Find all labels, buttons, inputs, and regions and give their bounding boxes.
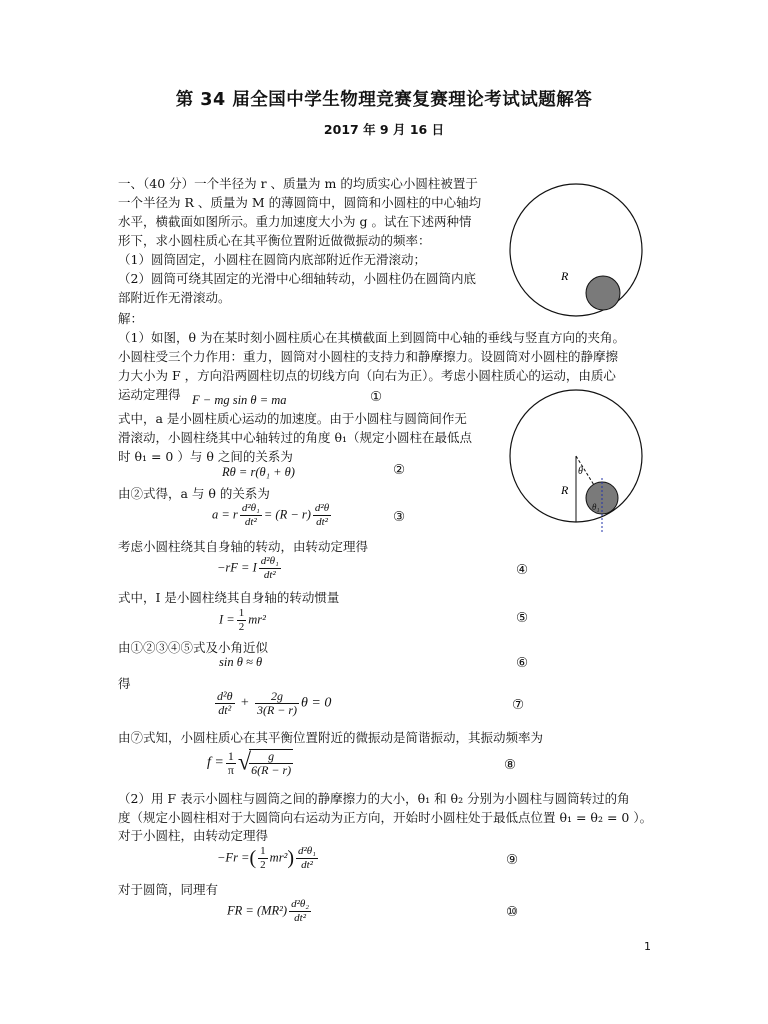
small-cylinder [586,276,620,310]
equation-7: $\frac{\text{d²θ}}{\text{dt²}}$ + $\frac{2g}{3(R - r)}$ θ = 0 [217,689,332,717]
equation-3: a = r $\frac{\text{d²θ₁}}{\text{dt²}}$ = (R − r) $\frac{\text{d²θ}}{\text{dt²}}$ [212,502,330,528]
tube-circle [510,184,642,316]
solution-line-1: （1）如图，θ 为在某时刻小圆柱质心在其横截面上到圆筒中心轴的垂线与竖直方向的夹角。 [118,330,625,345]
solution-line-4: 运动定理得 [118,387,181,402]
problem-line-4: 形下，求小圆柱质心在其平衡位置附近做微振动的频率： [118,233,431,248]
page-number: 1 [644,940,651,953]
solution-line-6: 滑滚动，小圆柱绕其中心轴转过的角度 θ₁（规定小圆柱在最低点 [118,430,473,445]
equation-10: FR = (MR²) $\frac{\text{d²θ₂}}{\text{dt²}}$ [227,898,310,924]
equation-number-7: ⑦ [512,697,525,713]
figure-1-cylinder-in-tube [506,180,646,320]
page-title: 第 34 届全国中学生物理竞赛复赛理论考试试题解答 [175,90,593,110]
solution-heading: 解： [118,311,144,326]
problem-line-1: 一、（40 分）一个半径为 r 、质量为 m 的均质实心小圆柱被置于 [118,176,478,191]
problem-line-7: 部附近作无滑滚动。 [118,290,231,305]
solution-line-17: 对于圆筒，同理有 [118,882,219,897]
equation-number-4: ④ [516,562,529,578]
equation-9: −Fr =( $\frac{1}{2}$ mr²) $\frac{\text{d²θ₁}}{\text{dt²}}$ [217,845,317,871]
figure-2-label-theta: θ [578,466,583,477]
solution-line-8: 由②式得，a 与 θ 的关系为 [118,486,270,501]
solution-line-7: 时 θ₁ = 0 ）与 θ 之间的关系为 [118,449,293,464]
equation-number-6: ⑥ [516,655,529,671]
equation-number-3: ③ [393,509,406,525]
equation-8: f = $\frac{1}{\pi}$ √ $\frac{g}{6(R - r)}$ [207,748,292,777]
solution-line-12: 得 [118,676,131,691]
problem-line-5: （1）圆筒固定，小圆柱在圆筒内底部附近作无滑滚动； [118,252,426,267]
equation-number-9: ⑨ [506,852,519,868]
problem-line-3: 水平，横截面如图所示。重力加速度大小为 g 。试在下述两种情 [118,214,472,229]
equation-number-8: ⑧ [504,757,517,773]
equation-6: sin θ ≈ θ [219,655,263,669]
figure-2-label-theta1: θ₁ [592,502,600,512]
equation-number-2: ② [393,462,406,478]
solution-line-13: 由⑦式知，小圆柱质心在其平衡位置附近的微振动是简谐振动，其振动频率为 [118,730,544,745]
exam-date: 2017 年 9 月 16 日 [323,122,445,137]
problem-line-2: 一个半径为 R 、质量为 M 的薄圆筒中，圆筒和小圆柱的中心轴均 [118,195,482,210]
equation-number-10: ⑩ [506,904,519,920]
equation-4: −rF = I $\frac{\text{d²θ₁}}{\text{dt²}}$ [217,555,279,581]
equation-5: I = $\frac{1}{2}$ mr² [219,607,266,633]
figure-2-angle-diagram [506,386,646,526]
solution-line-2: 小圆柱受三个力作用：重力，圆筒对小圆柱的支持力和静摩擦力。设圆筒对小圆柱的静摩擦 [118,349,619,364]
solution-line-10: 式中，I 是小圆柱绕其自身轴的转动惯量 [118,590,340,605]
problem-line-6: （2）圆筒可绕其固定的光滑中心细轴转动，小圆柱仍在圆筒内底 [118,271,476,286]
figure-2-label-R: R [561,483,569,497]
solution-line-14: （2）用 F 表示小圆柱与圆筒之间的静摩擦力的大小，θ₁ 和 θ₂ 分别为小圆柱与圆筒转过的角 [118,791,630,806]
solution-line-16: 对于小圆柱，由转动定理得 [118,828,269,843]
equation-number-5: ⑤ [516,610,529,626]
solution-line-9: 考虑小圆柱绕其自身轴的转动，由转动定理得 [118,539,369,554]
equation-2: Rθ = r(θ₁ + θ) [222,465,295,479]
solution-line-15: 度（规定小圆柱相对于大圆筒向右运动为正方向，开始时小圆柱处于最低点位置 θ₁ = θ₂ = 0 ）。 [118,810,653,825]
equation-number-1: ① [370,389,383,405]
solution-line-11: 由①②③④⑤式及小角近似 [118,640,269,655]
solution-line-3: 力大小为 F ，方向沿两圆柱切点的切线方向（向右为正）。考虑小圆柱质心的运动，由质心 [118,368,616,383]
solution-line-5: 式中，a 是小圆柱质心运动的加速度。由于小圆柱与圆筒间作无 [118,411,467,426]
equation-1: F − mg sin θ = ma [192,393,287,407]
figure-1-label-R: R [561,269,569,283]
